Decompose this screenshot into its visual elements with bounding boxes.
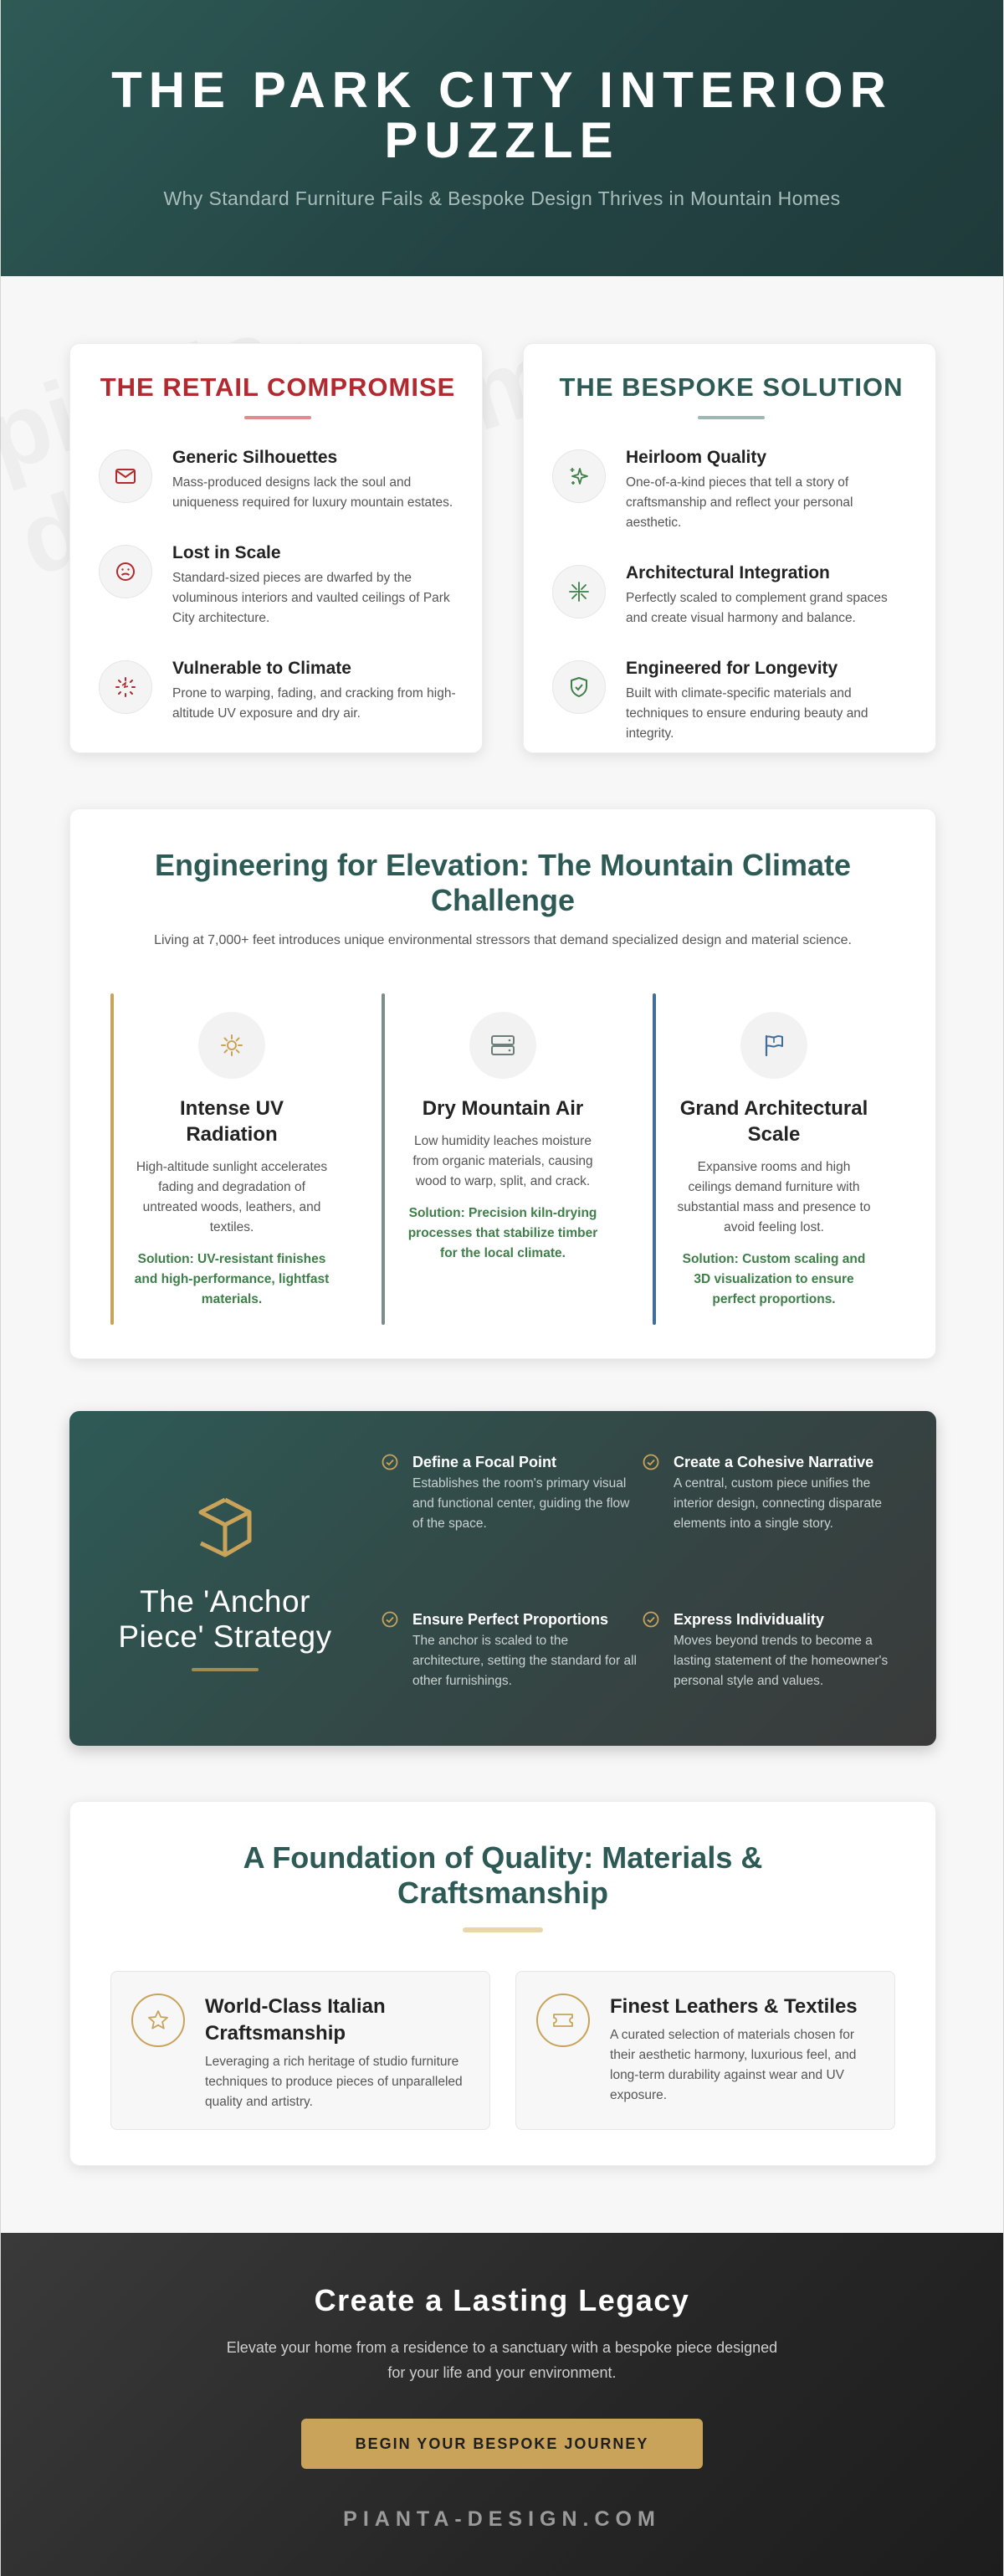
footer-text: Elevate your home from a residence to a sanctuary with a bespoke piece designed for your life and your environment. (226, 2339, 778, 2381)
anchor-benefit-title: Define a Focal Point (412, 1454, 557, 1470)
retail-item (99, 659, 457, 724)
bespoke-card-title: THE BESPOKE SOLUTION (559, 372, 904, 402)
climate-column-title: Dry Mountain Air (422, 1097, 584, 1120)
frown-face-icon (99, 545, 152, 598)
hero-banner (1, 0, 1003, 276)
climate-column-title: Intense UV Radiation (179, 1097, 284, 1146)
anchor-benefit-text: The anchor is scaled to the architecture, setting the standard for all other furnishings. (412, 1634, 637, 1688)
bespoke-item (552, 448, 910, 533)
begin-journey-button[interactable]: BEGIN YOUR BESPOKE JOURNEY (301, 2419, 703, 2469)
anchor-benefit-text: Establishes the room's primary visual and functional center, guiding the flow of the space. (412, 1476, 630, 1531)
climate-columns (110, 993, 895, 1325)
climate-challenge-section (69, 808, 936, 1359)
page-title: THE PARK CITY INTERIOR PUZZLE (111, 62, 893, 168)
bespoke-item-title: Engineered for Longevity (626, 659, 838, 678)
sparkle-icon (552, 449, 606, 503)
material-item-title: Finest Leathers & Textiles (610, 1995, 858, 2018)
retail-item-text: Prone to warping, fading, and cracking from high-altitude UV exposure and dry air. (172, 686, 456, 721)
shield-check-icon (552, 660, 606, 714)
check-circle-icon (381, 1453, 399, 1471)
retail-compromise-card (69, 343, 483, 753)
server-icon (469, 1012, 536, 1079)
bespoke-item-text: Built with climate-specific materials and techniques to ensure enduring beauty and integrity. (626, 686, 868, 741)
check-circle-icon (642, 1453, 660, 1471)
flag-icon (740, 1012, 807, 1079)
anchor-benefit-title: Create a Cohesive Narrative (674, 1454, 874, 1470)
footer-title: Create a Lasting Legacy (314, 2283, 690, 2317)
anchor-benefit (642, 1609, 903, 1746)
bespoke-item-text: Perfectly scaled to complement grand spaces and create visual harmony and balance. (626, 591, 888, 625)
check-circle-icon (642, 1610, 660, 1629)
anchor-benefit-title: Ensure Perfect Proportions (412, 1611, 609, 1628)
ticket-icon (536, 1994, 590, 2047)
material-item-leathers (515, 1971, 895, 2130)
bespoke-item-title: Heirloom Quality (626, 448, 767, 467)
footer-cta-section (1, 2233, 1003, 2576)
site-url: PIANTA-DESIGN.COM (343, 2507, 661, 2531)
anchor-intro (69, 1411, 381, 1746)
materials-list (110, 1971, 895, 2130)
anchor-benefit-text: A central, custom piece unifies the interior design, connecting disparate elements into a single story. (674, 1476, 883, 1531)
anchor-benefit (381, 1451, 642, 1588)
title-divider (192, 1668, 259, 1671)
material-item-craftsmanship (110, 1971, 490, 2130)
broken-sun-icon (99, 660, 152, 714)
title-divider (698, 416, 765, 419)
anchor-benefit (642, 1451, 903, 1588)
climate-column-solution: Solution: Custom scaling and 3D visualization to ensure perfect proportions. (682, 1252, 866, 1306)
climate-column-solution: Solution: Precision kiln-drying processes that stabilize timber for the local climate. (407, 1206, 598, 1260)
bespoke-item (552, 659, 910, 744)
page-subtitle: Why Standard Furniture Fails & Bespoke Design Thrives in Mountain Homes (163, 187, 841, 209)
material-item-text: A curated selection of materials chosen for their aesthetic harmony, luxurious feel, and long-term durability against wear and UV exposure. (610, 2028, 857, 2102)
bespoke-item-text: One-of-a-kind pieces that tell a story of craftsmanship and reflect your personal aesthetic. (626, 475, 853, 530)
climate-column-dry-air (382, 993, 624, 1325)
check-circle-icon (381, 1610, 399, 1629)
climate-column-text: High-altitude sunlight accelerates fading and degradation of untreated woods, leathers, and textiles. (136, 1160, 328, 1234)
climate-column-uv (110, 993, 353, 1325)
retail-item-title: Lost in Scale (172, 543, 281, 562)
retail-item (99, 448, 457, 513)
anchor-piece-section (69, 1411, 936, 1746)
anchor-benefit-title: Express Individuality (674, 1611, 825, 1628)
retail-item-title: Generic Silhouettes (172, 448, 338, 467)
expand-arrows-icon (552, 565, 606, 618)
climate-column-text: Low humidity leaches moisture from organic materials, causing wood to warp, split, and crack. (412, 1134, 593, 1188)
climate-column-scale (653, 993, 895, 1325)
climate-title: Engineering for Elevation: The Mountain Climate Challenge (154, 848, 852, 917)
bespoke-solution-card (523, 343, 936, 753)
climate-subtitle: Living at 7,000+ feet introduces unique environmental stressors that demand specialized design and material science. (154, 933, 852, 947)
climate-column-text: Expansive rooms and high ceilings demand furniture with substantial mass and presence to avoid feeling lost. (677, 1160, 871, 1234)
retail-item-text: Mass-produced designs lack the soul and uniqueness required for luxury mountain estates. (172, 475, 453, 510)
envelope-icon (99, 449, 152, 503)
anchor-title: The 'Anchor Piece' Strategy (118, 1584, 332, 1654)
bespoke-item (552, 563, 910, 629)
material-item-text: Leveraging a rich heritage of studio furniture techniques to produce pieces of unparalleled quality and artistry. (205, 2055, 463, 2109)
retail-item-text: Standard-sized pieces are dwarfed by the voluminous interiors and vaulted ceilings of Park City architecture. (172, 571, 450, 625)
climate-column-title: Grand Architectural Scale (679, 1097, 868, 1146)
retail-item (99, 543, 457, 629)
cube-icon (194, 1495, 256, 1562)
material-item-title: World-Class Italian Craftsmanship (205, 1995, 386, 2045)
star-icon (131, 1994, 185, 2047)
title-divider (463, 1927, 543, 1932)
materials-title: A Foundation of Quality: Materials & Craftsmanship (243, 1840, 763, 1910)
retail-item-title: Vulnerable to Climate (172, 659, 351, 678)
title-divider (244, 416, 311, 419)
climate-column-solution: Solution: UV-resistant finishes and high-performance, lightfast materials. (134, 1252, 330, 1306)
retail-card-title: THE RETAIL COMPROMISE (100, 372, 456, 402)
materials-section (69, 1801, 936, 2166)
sun-icon (198, 1012, 265, 1079)
comparison-section (69, 343, 936, 753)
bespoke-item-title: Architectural Integration (626, 563, 830, 582)
anchor-benefit (381, 1609, 642, 1746)
anchor-benefits-grid (381, 1411, 936, 1746)
anchor-benefit-text: Moves beyond trends to become a lasting statement of the homeowner's personal style and values. (674, 1634, 889, 1688)
